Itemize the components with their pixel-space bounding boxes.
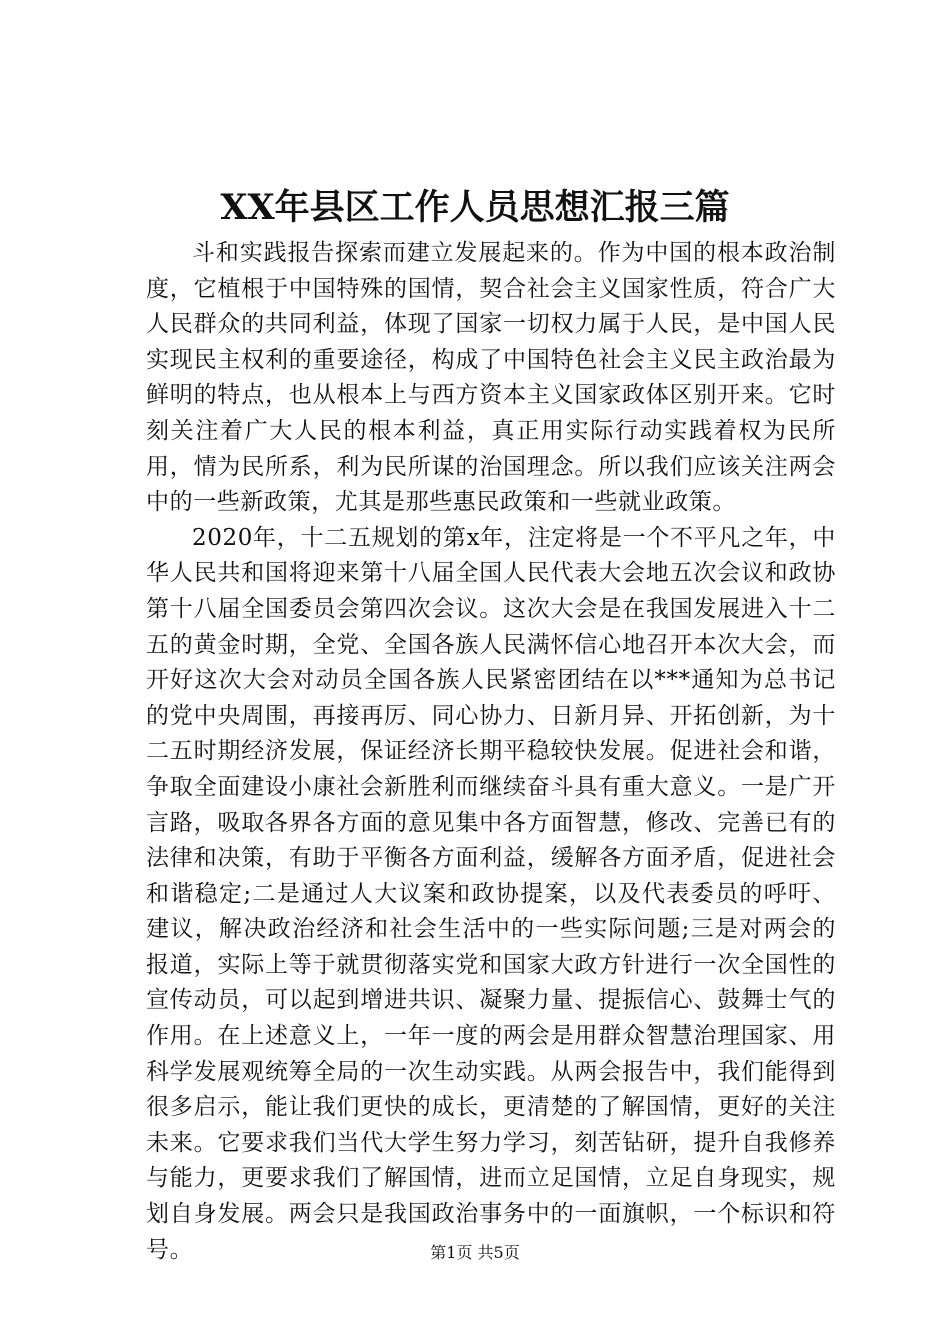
page-footer: 第1页 共5页 bbox=[430, 1243, 520, 1262]
paragraph-2: 2020年，十二五规划的第x年，注定将是一个不平凡之年，中华人民共和国将迎来第十八届全国人民代表大会地五次会议和政协第十八届全国委员会第四次会议。这次大会是在我国发展进入十二五的黄金时期，全党、全国各族人民满怀信心地召开本次大会，而开好这次大会对动员全国各族人民紧密团结在以***通知为总书记的党中央周围，再接再厉、同心协力、日新月异、开拓创新，为十二五时期经济发展，保证经济长期平稳较快发展。促进社会和谐，争取全面建设小康社会新胜利而继续奋斗具有重大意义。一是广开言路，吸取各界各方面的意见集中各方面智慧，修改、完善已有的法律和决策，有助于平衡各方面利益，缓解各方面矛盾，促进社会和谐稳定;二是通过人大议案和政协提案，以及代表委员的呼吁、建议，解决政治经济和社会生活中的一些实际问题;三是对两会的报道，实际上等于就贯彻落实党和国家大政方针进行一次全国性的宣传动员，可以起到增进共识、凝聚力量、提振信心、鼓舞士气的作用。在上述意义上，一年一度的两会是用群众智慧治理国家、用科学发展观统筹全局的一次生动实践。从两会报告中，我们能得到很多启示，能让我们更快的成长，更清楚的了解国情，更好的关注未来。它要求我们当代大学生努力学习，刻苦钻研，提升自我修养与能力，更要求我们了解国情，进而立足国情，立足自身现实，规划自身发展。两会只是我国政治事务中的一面旗帜，一个标识和符号。 bbox=[146, 524, 836, 1263]
document-title: XX年县区工作人员思想汇报三篇 bbox=[220, 187, 730, 228]
document-body bbox=[146, 236, 836, 1268]
paragraph-1: 斗和实践报告探索而建立发展起来的。作为中国的根本政治制度，它植根于中国特殊的国情，契合社会主义国家性质，符合广大人民群众的共同利益，体现了国家一切权力属于人民，是中国人民实现民主权利的重要途径，构成了中国特色社会主义民主政治最为鲜明的特点，也从根本上与西方资本主义国家政体区别开来。它时刻关注着广大人民的根本利益，真正用实际行动实践着权为民所用，情为民所系，利为民所谋的治国理念。所以我们应该关注两会中的一些新政策，尤其是那些惠民政策和一些就业政策。 bbox=[146, 240, 836, 516]
